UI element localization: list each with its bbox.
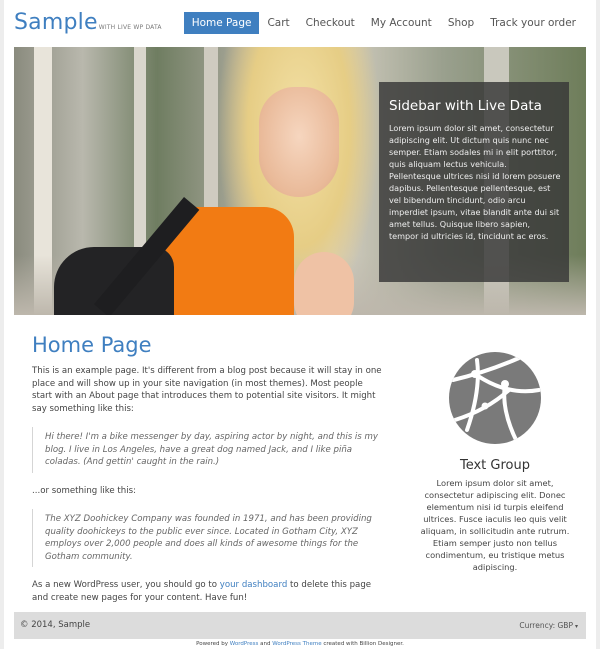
outro-text-after: to delete this page and create new pages for your content. Have fun! bbox=[32, 580, 372, 603]
hero-person-face bbox=[259, 87, 339, 197]
nav-item-home-page[interactable]: Home Page bbox=[184, 12, 260, 34]
main-nav bbox=[184, 12, 584, 34]
globe-icon bbox=[447, 350, 543, 446]
credit-suffix: created with Billion Designer. bbox=[321, 641, 404, 647]
credit-prefix: Powered by bbox=[196, 641, 230, 647]
wordpress-link[interactable]: WordPress bbox=[229, 641, 259, 647]
main-content bbox=[32, 333, 382, 604]
caret-down-icon[interactable]: ▾ bbox=[574, 623, 578, 630]
site-tagline: WITH LIVE WP DATA bbox=[98, 24, 162, 31]
nav-item-my-account[interactable]: My Account bbox=[370, 17, 432, 29]
currency-selector[interactable] bbox=[519, 621, 578, 630]
footer bbox=[14, 612, 586, 639]
site-title[interactable]: Sample bbox=[14, 10, 98, 35]
site-logo[interactable] bbox=[14, 10, 162, 35]
outro-text-before: As a new WordPress user, you should go to bbox=[32, 580, 220, 590]
live-data-sidebar bbox=[379, 82, 569, 282]
credit-and: and bbox=[258, 641, 273, 647]
page-title: Home Page bbox=[32, 333, 152, 357]
sidebar-title: Sidebar with Live Data bbox=[389, 98, 542, 114]
wordpress-theme-link[interactable]: WordPress Theme bbox=[272, 641, 322, 647]
nav-item-cart[interactable]: Cart bbox=[267, 17, 290, 29]
page bbox=[4, 0, 596, 649]
currency-label[interactable]: Currency: GBP bbox=[519, 621, 573, 630]
sidebar-text: Lorem ipsum dolor sit amet, consectetur adipiscing elit. Ut dictum quis nunc nec semper. Etiam sodales mi in elit porttitor, quis aliquam lectus vehicula. Pellentesque ultrices nisi id lorem posuere dapibus. Pellentesque pellentesque, est vel bibendum tincidunt, odio arcu imperdiet ipsum, vitae blandit ante dui sit amet tellus. Quisque libero sapien, tempor id ultricies id, tincidunt ac eros. bbox=[389, 123, 561, 241]
blockquote-xyz-company: The XYZ Doohickey Company was founded in 1971, and has been providing quality doohickeys to the public ever since. Located in Gotham City, XYZ employs over 2,000 people and does all kinds of awesome things for the Gotham community. bbox=[32, 509, 382, 567]
nav-item-checkout[interactable]: Checkout bbox=[305, 17, 355, 29]
hero-person-arm bbox=[294, 252, 354, 315]
blockquote-bike-messenger: Hi there! I'm a bike messenger by day, aspiring actor by night, and this is my blog. I live in Los Angeles, have a great dog named Jack, and I like piña coladas. (And gettin' caught in the rain.) bbox=[32, 427, 382, 473]
intro-paragraph: This is an example page. It's different from a blog post because it will stay in one place and will show up in your site navigation (in most themes). Most people start with an About page that introduces them to potential site visitors. It might say something like this: bbox=[32, 366, 382, 414]
text-group-widget bbox=[414, 350, 576, 573]
widget-title: Text Group bbox=[459, 458, 530, 473]
outro-paragraph bbox=[32, 579, 382, 604]
hero-banner bbox=[14, 47, 586, 315]
nav-item-shop[interactable]: Shop bbox=[447, 17, 475, 29]
or-paragraph: ...or something like this: bbox=[32, 485, 136, 496]
dashboard-link[interactable]: your dashboard bbox=[219, 580, 288, 590]
widget-text: Lorem ipsum dolor sit amet, consectetur adipiscing elit. Donec elementum nisi id turpis eleifend ultrices. Fusce iaculis leo quis velit aliquam, in sollicitudin ante rutrum. Etiam semper justo non tellus condimentum, eu tristique metus adipiscing. bbox=[420, 478, 570, 572]
nav-item-track-order[interactable]: Track your order bbox=[490, 17, 576, 29]
copyright-text: © 2014, Sample bbox=[20, 620, 91, 630]
credit-line bbox=[0, 641, 600, 647]
